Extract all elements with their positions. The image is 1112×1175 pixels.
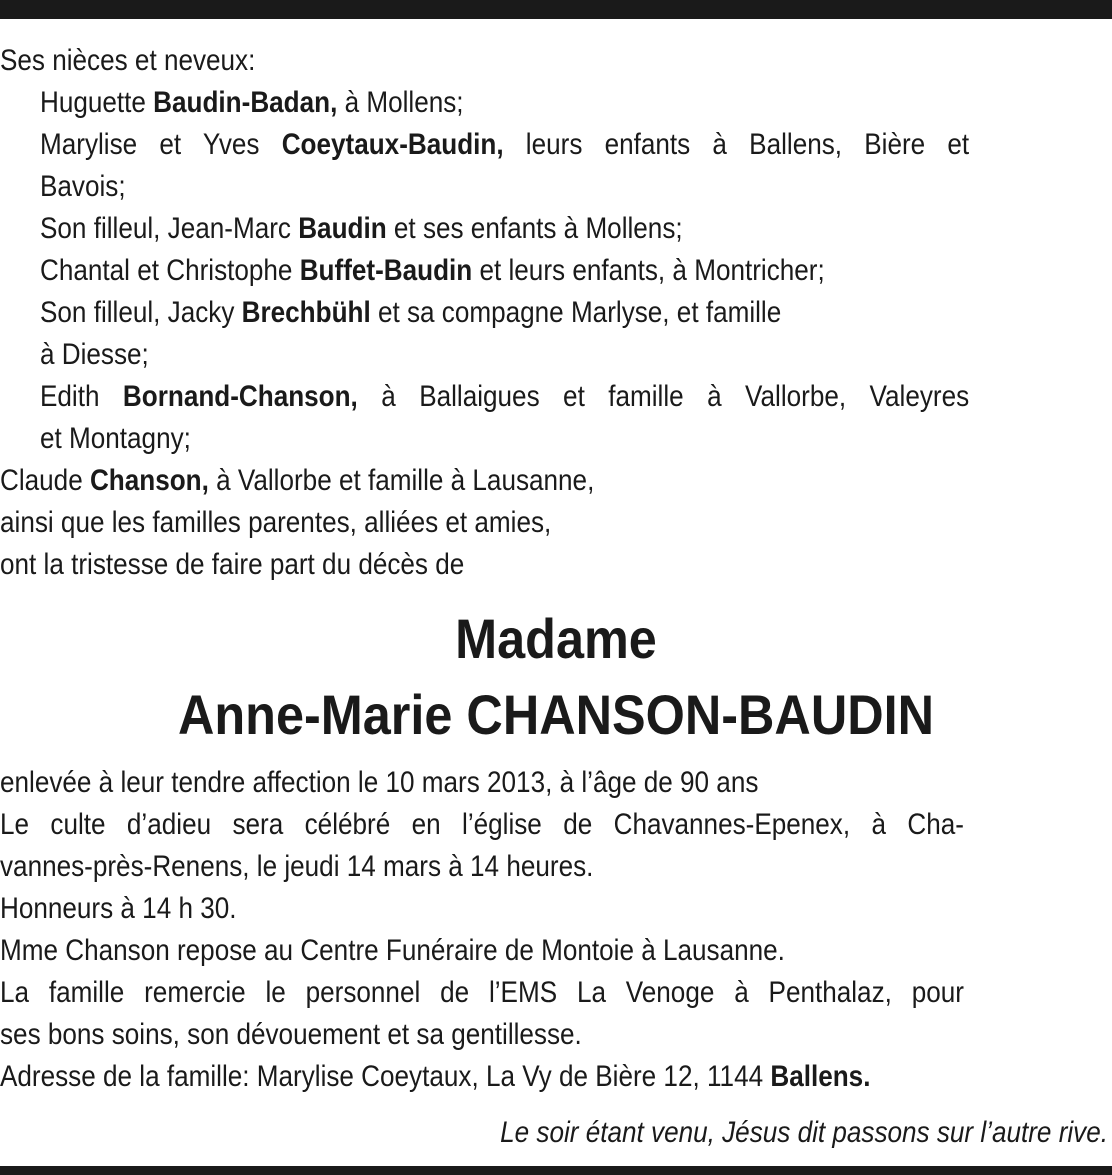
address-line: Adresse de la famille: Marylise Coeytaux, La Vy de Bière 12, 1144 Ballens.: [0, 1060, 871, 1093]
relative-line-continuation: Bavois;: [40, 170, 126, 203]
body-line: Le culte d’adieu sera célébré en l’église de Chavannes-Epenex, à Cha-: [0, 808, 964, 841]
relative-line: Huguette Baudin-Badan, à Mollens;: [40, 86, 464, 119]
relative-name: Baudin: [298, 212, 387, 245]
body-line: vannes-près-Renens, le jeudi 14 mars à 14 heures.: [0, 850, 594, 883]
announce-line: ont la tristesse de faire part du décès de: [0, 548, 465, 581]
relative-name: Chanson,: [89, 464, 209, 497]
relative-name: Coeytaux-Baudin,: [281, 128, 504, 161]
body-line: Honneurs à 14 h 30.: [0, 892, 237, 925]
relative-name: Bornand-Chanson,: [122, 380, 358, 413]
address-town: Ballens.: [770, 1060, 871, 1093]
relative-line-continuation: à Diesse;: [40, 338, 149, 371]
deceased-title: Madame: [455, 607, 657, 670]
claude-line: Claude Chanson, à Vallorbe et famille à Lausanne,: [0, 464, 595, 497]
bottom-rule: [0, 1166, 1112, 1175]
motto: Le soir étant venu, Jésus dit passons sur l’autre rive.: [500, 1116, 1108, 1149]
relative-line: Marylise et Yves Coeytaux-Baudin, leurs enfants à Ballens, Bière et: [40, 128, 970, 161]
body-line: Mme Chanson repose au Centre Funéraire de Montoie à Lausanne.: [0, 934, 785, 967]
relative-line-continuation: et Montagny;: [40, 422, 191, 455]
deceased-name: Anne-Marie CHANSON-BAUDIN: [177, 683, 935, 746]
relative-name: Buffet-Baudin: [299, 254, 473, 287]
top-rule: [0, 0, 1112, 19]
families-line: ainsi que les familles parentes, alliées et amies,: [0, 506, 552, 539]
intro-line: Ses nièces et neveux:: [0, 44, 256, 77]
relative-name: Baudin-Badan,: [153, 86, 338, 119]
relative-line: Son filleul, Jean-Marc Baudin et ses enfants à Mollens;: [40, 212, 683, 245]
body-line: enlevée à leur tendre affection le 10 mars 2013, à l’âge de 90 ans: [0, 766, 759, 799]
relative-name: Brechbühl: [241, 296, 371, 329]
relative-line: Son filleul, Jacky Brechbühl et sa compagne Marlyse, et famille: [40, 296, 782, 329]
body-line: ses bons soins, son dévouement et sa gentillesse.: [0, 1018, 582, 1051]
body-line: La famille remercie le personnel de l’EMS La Venoge à Penthalaz, pour: [0, 976, 964, 1009]
relative-line: Edith Bornand-Chanson, à Ballaigues et famille à Vallorbe, Valeyres: [40, 380, 970, 413]
relative-line: Chantal et Christophe Buffet-Baudin et leurs enfants, à Montricher;: [40, 254, 825, 287]
